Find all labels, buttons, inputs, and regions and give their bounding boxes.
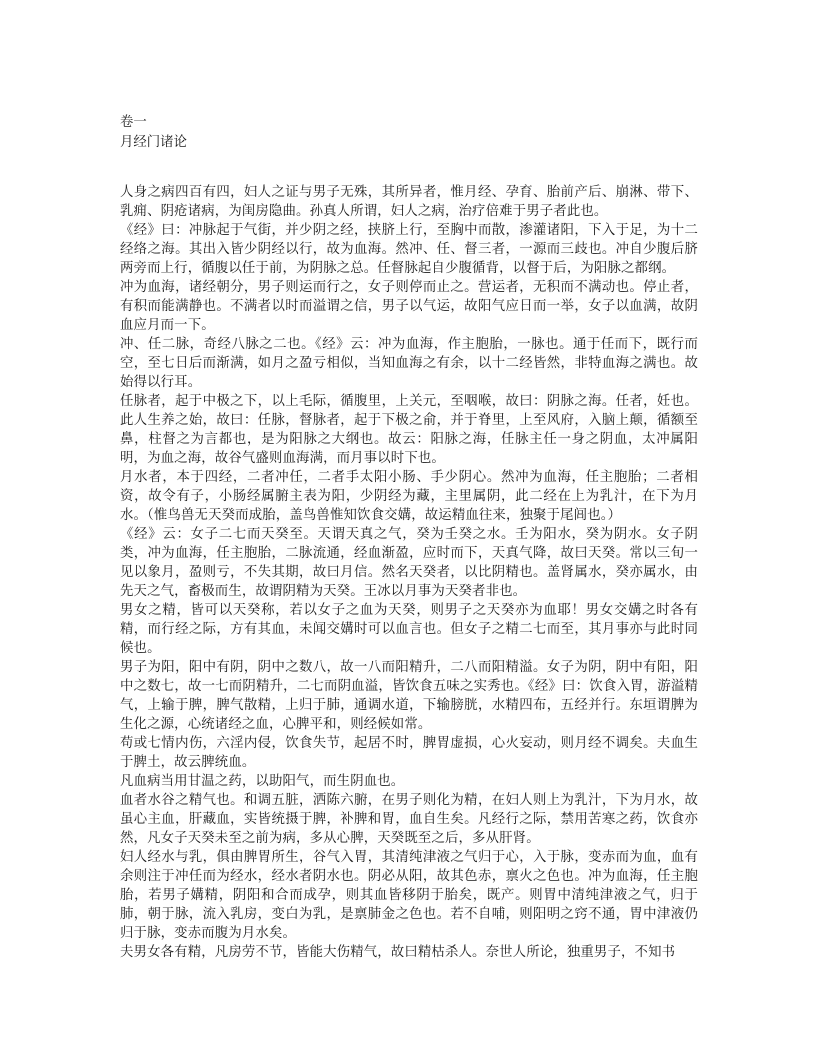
paragraph: 男子为阳，阳中有阴，阴中之数八，故一八而阳精升，二八而阳精溢。女子为阴，阴中有阳，阳中之数七，故一七而阴精升，二七而阴血溢，皆饮食五味之实秀也。《经》曰：饮食入胃，游溢精气，上输于脾，脾气散精，上归于肺，通调水道，下输膀胱，水精四布，五经并行。东垣谓脾为生化之源，心统诸经之血，心脾平和，则经候如常。 — [120, 660, 698, 732]
paragraph: 月水者，本于四经，二者冲任，二者手太阳小肠、手少阴心。然冲为血海，任主胞胎；二者相资，故令有子，小肠经属腑主表为阳，少阴经为藏，主里属阴，此二经在上为乳汁，在下为月水。（惟鸟兽无天癸而成胎，盖鸟兽惟知饮食交媾，故运精血往来，独聚于尾闾也。） — [120, 470, 698, 523]
body-text — [120, 183, 698, 962]
page-header — [120, 113, 698, 153]
paragraph: 苟或七情内伤，六淫内侵，饮食失节，起居不时，脾胃虚损，心火妄动，则月经不调矣。夫血生于脾土，故云脾统血。 — [120, 736, 698, 770]
volume-label: 卷一 — [120, 115, 147, 130]
paragraph: 妇人经水与乳，俱由脾胃所生，谷气入胃，其清纯津液之气归于心，入于脉，变赤而为血，血有余则注于冲任而为经水，经水者阴水也。阴必从阳，故其色赤，禀火之色也。冲为血海，任主胞胎，若男子媾精，阴阳和合而成孕，则其血皆移阴于胎矣，既产。则胃中清纯津液之气，归于肺，朝于脉，流入乳房，变白为乳，是禀肺金之色也。若不自哺，则阳明之窍不通，胃中津液仍归于脉，变赤而腹为月水矣。 — [120, 850, 698, 941]
paragraph: 凡血病当用甘温之药，以助阳气，而生阴血也。 — [120, 774, 405, 789]
paragraph: 《经》云：女子二七而天癸至。天谓天真之气，癸为壬癸之水。壬为阳水，癸为阴水。女子阴类，冲为血海，任主胞胎，二脉流通，经血渐盈，应时而下，天真气降，故曰天癸。常以三旬一见以象月，盈则亏，不失其期，故曰月信。然名天癸者，以比阴精也。盖肾属水，癸亦属水，由先天之气，畜极而生，故谓阴精为天癸。王冰以月事为天癸者非也。 — [120, 527, 698, 599]
paragraph: 人身之病四百有四，妇人之证与男子无殊，其所异者，惟月经、孕育、胎前产后、崩淋、带下、乳痈、阴疮诸病，为闺房隐曲。孙真人所谓，妇人之病，治疗倍难于男子者此也。 — [120, 185, 698, 219]
paragraph: 冲、任二脉，奇经八脉之二也。《经》云：冲为血海，作主胞胎，一脉也。通于任而下，既行而空，至七日后而渐满，如月之盈亏相似，当知血海之有余，以十二经皆然，非特血海之满也。故始得以行耳。 — [120, 337, 698, 390]
paragraph: 冲为血海，诸经朝分，男子则运而行之，女子则停而止之。营运者，无积而不满动也。停止者，有积而能满静也。不满者以时而溢谓之信，男子以气运，故阳气应日而一举，女子以血满，故阴血应月而一下。 — [120, 280, 698, 333]
section-title: 月经门诸论 — [120, 135, 187, 150]
paragraph: 任脉者，起于中极之下，以上毛际，循腹里，上关元，至咽喉，故曰：阴脉之海。任者，妊也。此人生养之始，故曰：任脉，督脉者，起于下极之俞，并于脊里，上至风府，入脑上颠，循额至鼻，柱督之为言都也，是为阳脉之大纲也。故云：阳脉之海，任脉主任一身之阴血，太冲属阳明，为血之海，故谷气盛则血海满，而月事以时下也。 — [120, 394, 698, 466]
paragraph: 血者水谷之精气也。和调五脏，洒陈六腑，在男子则化为精，在妇人则上为乳汁，下为月水，故虽心主血，肝藏血，实皆统摄于脾，补脾和胃，血自生矣。凡经行之际，禁用苦寒之药，饮食亦然，凡女子天癸未至之前为病，多从心脾，天癸既至之后，多从肝肾。 — [120, 793, 698, 846]
paragraph: 夫男女各有精，凡房劳不节，皆能大伤精气，故曰精枯杀人。奈世人所论，独重男子，不知书 — [120, 945, 676, 960]
paragraph: 男女之精，皆可以天癸称，若以女子之血为天癸，则男子之天癸亦为血耶！男女交媾之时各有精，而行经之际，方有其血，未闻交媾时可以血言也。但女子之精二七而至，其月事亦与此时同候也。 — [120, 603, 698, 656]
paragraph: 《经》曰：冲脉起于气街，并少阴之经，挟脐上行，至胸中而散，渗灌诸阳，下入于足，为十二经络之海。其出入皆少阴经以行，故为血海。然冲、任、督三者，一源而三歧也。冲自少腹后脐两旁而上行，循腹以任于前，为阴脉之总。任督脉起自少腹循背，以督于后，为阳脉之都纲。 — [120, 223, 698, 276]
